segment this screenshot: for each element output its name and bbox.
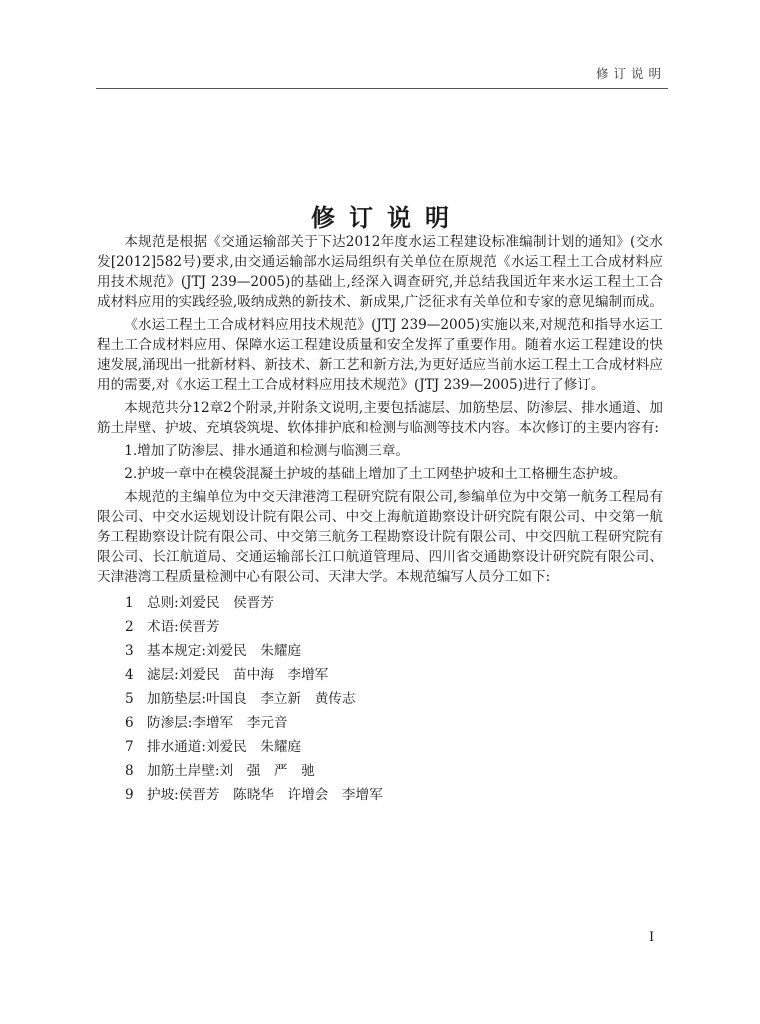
roster-item: 1 总则:刘爱民 侯晋芳 <box>125 595 274 611</box>
paragraph-scope: 本规范共分12章2个附录,并附条文说明,主要包括滤层、加筋垫层、防渗层、排水通道、加筋土岸壁、护坡、充填袋筑堤、软体排护底和检测与临测等技术内容。本次修订的主要内容有: <box>97 400 663 436</box>
roster-item: 9 护坡:侯晋芳 陈晓华 许增会 李增军 <box>125 787 383 803</box>
paragraph-units: 本规范的主编单位为中交天津港湾工程研究院有限公司,参编单位为中交第一航务工程局有限公司、中交水运规划设计院有限公司、中交上海航道勘察设计研究院有限公司、中交第一航务工程勘察设计院有限公司、中交第三航务工程勘察设计院有限公司、中交四航工程研究院有限公司、长江航道局、交通运输部长江口航道管理局、四川省交通勘察设计研究院有限公司、天津港湾工程质量检测中心有限公司、天津大学。本规范编写人员分工如下: <box>97 489 663 585</box>
revision-item-2: 2.护坡一章中在模袋混凝土护坡的基础上增加了土工网垫护坡和土工格栅生态护坡。 <box>124 466 627 482</box>
page-title: 修订说明 <box>311 203 463 233</box>
roster-item: 4 滤层:刘爱民 苗中海 李增军 <box>125 667 329 683</box>
roster-item: 2 术语:侯晋芳 <box>125 619 220 635</box>
body-text <box>97 232 663 807</box>
author-roster <box>97 591 663 807</box>
paragraph-basis: 本规范是根据《交通运输部关于下达2012年度水运工程建设标准编制计划的通知》(交水发[2012]582号)要求,由交通运输部水运局组织有关单位在原规范《水运工程土工合成材料应用技术规范》(JTJ 239—2005)的基础上,经深入调查研究,并总结我国近年来水运工程土工合成材料应用的实践经验,吸纳成熟的新技术、新成果,广泛征求有关单位和专家的意见编制而成。 <box>97 234 663 310</box>
header-rule <box>96 88 668 89</box>
running-head: 修订说明 <box>595 66 666 81</box>
paragraph-history: 《水运工程土工合成材料应用技术规范》(JTJ 239—2005)实施以来,对规范和指导水运工程土工合成材料应用、保障水运工程建设质量和安全发挥了重要作用。随着水运工程建设的快速发展,涌现出一批新材料、新技术、新工艺和新方法,为更好适应当前水运工程土工合成材料应用的需要,对《水运工程土工合成材料应用技术规范》(JTJ 239—2005)进行了修订。 <box>97 317 663 393</box>
page-number: I <box>649 930 655 945</box>
revision-item-1: 1.增加了防渗层、排水通道和检测与临测三章。 <box>124 443 410 459</box>
roster-item: 3 基本规定:刘爱民 朱耀庭 <box>125 643 302 659</box>
roster-item: 6 防渗层:李增军 李元音 <box>125 715 288 731</box>
roster-item: 5 加筋垫层:叶国良 李立新 黄传志 <box>125 691 356 707</box>
roster-item: 8 加筋土岸壁:刘 强 严 驰 <box>125 763 315 779</box>
roster-item: 7 排水通道:刘爱民 朱耀庭 <box>125 739 302 755</box>
